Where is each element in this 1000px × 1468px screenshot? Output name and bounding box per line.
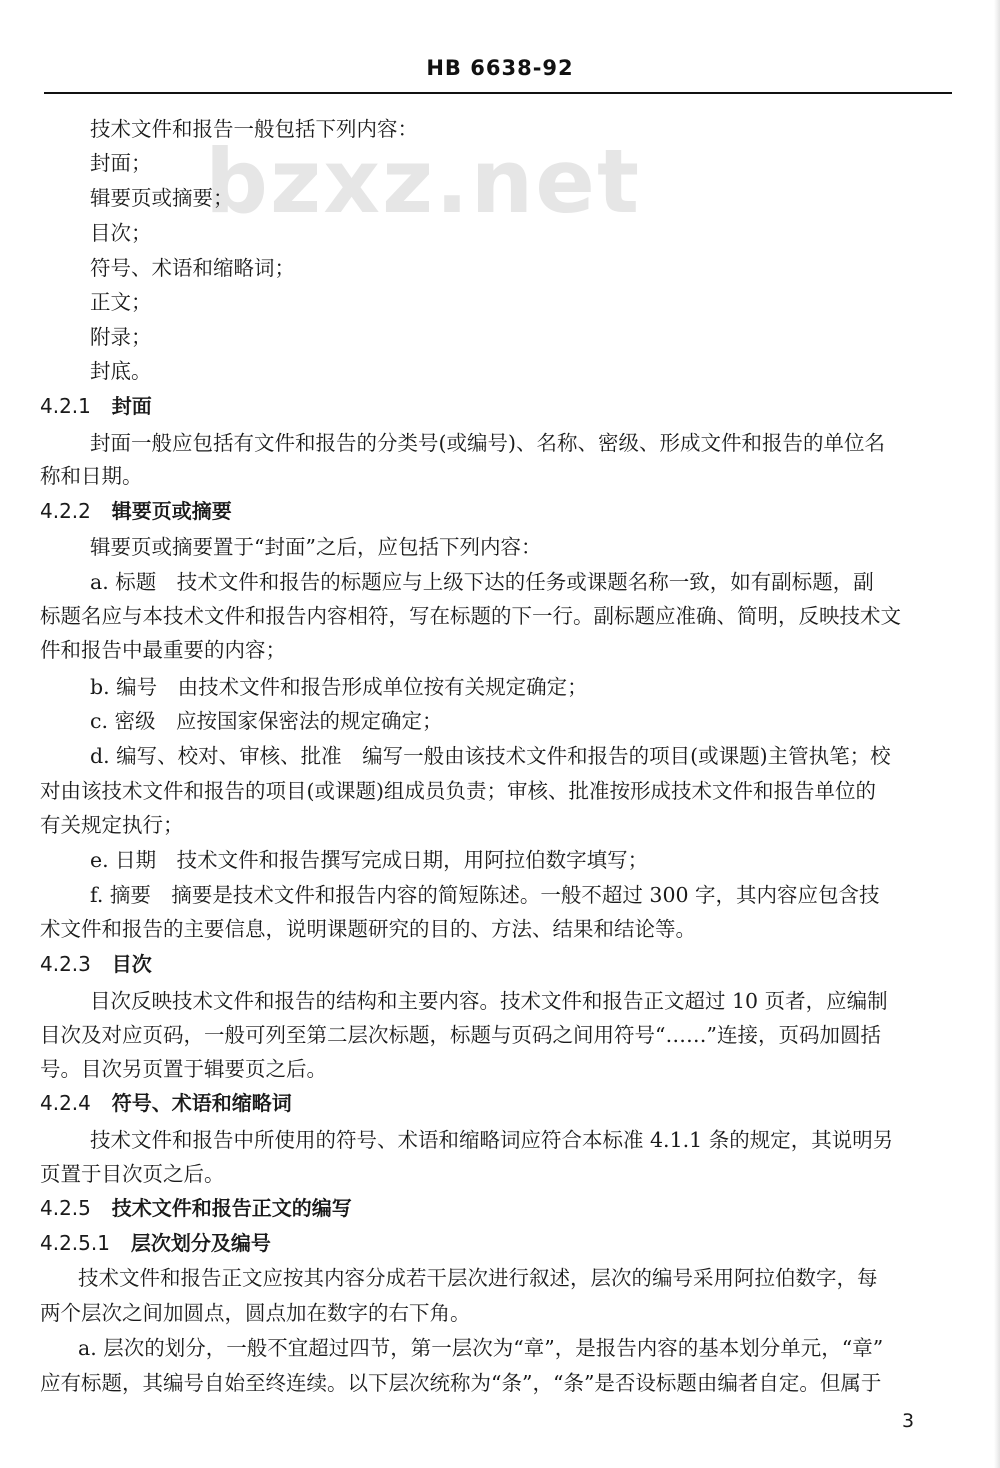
- section-heading-4-2-3: [40, 952, 152, 976]
- watermark: bzxz.net: [205, 130, 642, 233]
- paragraph-line: 辑要页或摘要置于“封面”之后，应包括下列内容：: [90, 535, 542, 559]
- paragraph-line: 有关规定执行；: [40, 813, 184, 837]
- section-number: 4.2.1: [40, 394, 91, 418]
- paragraph-line: 应有标题，其编号自始至终连续。以下层次统称为“条”，“条”是否设标题由编者自定。但属于: [40, 1371, 882, 1395]
- list-item: 辑要页或摘要；: [90, 186, 234, 210]
- header-rule: [44, 92, 952, 94]
- list-item-d: d. 编写、校对、审核、批准 编写一般由该技术文件和报告的项目(或课题)主管执笔；校: [90, 744, 891, 768]
- section-title: 封面: [111, 394, 152, 418]
- section-number: 4.2.3: [40, 952, 91, 976]
- section-number: 4.2.5.1: [40, 1231, 110, 1255]
- list-item-c: c. 密级 应按国家保密法的规定确定；: [90, 709, 443, 733]
- list-item-a: a. 标题 技术文件和报告的标题应与上级下达的任务或课题名称一致，如有副标题，副: [90, 570, 874, 594]
- list-item: 封底。: [90, 359, 152, 383]
- list-item: 封面；: [90, 151, 152, 175]
- paragraph-line: 对由该技术文件和报告的项目(或课题)组成员负责；审核、批准按形成技术文件和报告单位的: [40, 779, 876, 803]
- paragraph-line: 目次反映技术文件和报告的结构和主要内容。技术文件和报告正文超过 10 页者，应编制: [90, 989, 888, 1013]
- paragraph-line: 目次及对应页码，一般可列至第二层次标题，标题与页码之间用符号“……”连接，页码加圆括: [40, 1023, 881, 1047]
- section-heading-4-2-5: [40, 1196, 352, 1220]
- section-title: 目次: [111, 952, 152, 976]
- list-item: 附录；: [90, 325, 152, 349]
- section-number: 4.2.4: [40, 1091, 91, 1115]
- paragraph-line: 两个层次之间加圆点，圆点加在数字的右下角。: [40, 1301, 471, 1325]
- paragraph-line: 技术文件和报告中所使用的符号、术语和缩略词应符合本标准 4.1.1 条的规定，其说明另: [90, 1128, 894, 1152]
- list-item-e: e. 日期 技术文件和报告撰写完成日期，用阿拉伯数字填写；: [90, 848, 649, 872]
- page-edge-shadow: [994, 0, 1000, 1468]
- list-item: 目次；: [90, 221, 152, 245]
- standard-code-header: HB 6638-92: [426, 56, 574, 80]
- paragraph-line: 件和报告中最重要的内容；: [40, 638, 286, 662]
- section-title: 技术文件和报告正文的编写: [111, 1196, 352, 1220]
- section-title: 层次划分及编号: [130, 1231, 271, 1255]
- list-item: 符号、术语和缩略词；: [90, 256, 295, 280]
- section-heading-4-2-5-1: [40, 1231, 271, 1255]
- paragraph-line: 号。目次另页置于辑要页之后。: [40, 1057, 327, 1081]
- section-heading-4-2-2: [40, 499, 232, 523]
- section-heading-4-2-1: [40, 394, 152, 418]
- paragraph-line: 封面一般应包括有文件和报告的分类号(或编号)、名称、密级、形成文件和报告的单位名: [90, 431, 885, 455]
- list-intro: 技术文件和报告一般包括下列内容：: [90, 117, 418, 141]
- paragraph-line: 术文件和报告的主要信息，说明课题研究的目的、方法、结果和结论等。: [40, 917, 696, 941]
- list-item-b: b. 编号 由技术文件和报告形成单位按有关规定确定；: [90, 675, 588, 699]
- page-number: 3: [902, 1410, 915, 1432]
- paragraph-line: 标题名应与本技术文件和报告内容相符，写在标题的下一行。副标题应准确、简明，反映技术文: [40, 604, 901, 628]
- list-item: 正文；: [90, 290, 152, 314]
- paragraph-line: 称和日期。: [40, 464, 143, 488]
- list-item-f: f. 摘要 摘要是技术文件和报告内容的简短陈述。一般不超过 300 字，其内容应包含技: [90, 883, 880, 907]
- list-item-a: a. 层次的划分，一般不宜超过四节，第一层次为“章”，是报告内容的基本划分单元，“章”: [78, 1336, 884, 1360]
- section-title: 符号、术语和缩略词: [111, 1091, 292, 1115]
- section-title: 辑要页或摘要: [111, 499, 232, 523]
- section-number: 4.2.5: [40, 1196, 91, 1220]
- paragraph-line: 技术文件和报告正文应按其内容分成若干层次进行叙述，层次的编号采用阿拉伯数字，每: [78, 1266, 878, 1290]
- section-heading-4-2-4: [40, 1091, 292, 1115]
- paragraph-line: 页置于目次页之后。: [40, 1162, 225, 1186]
- section-number: 4.2.2: [40, 499, 91, 523]
